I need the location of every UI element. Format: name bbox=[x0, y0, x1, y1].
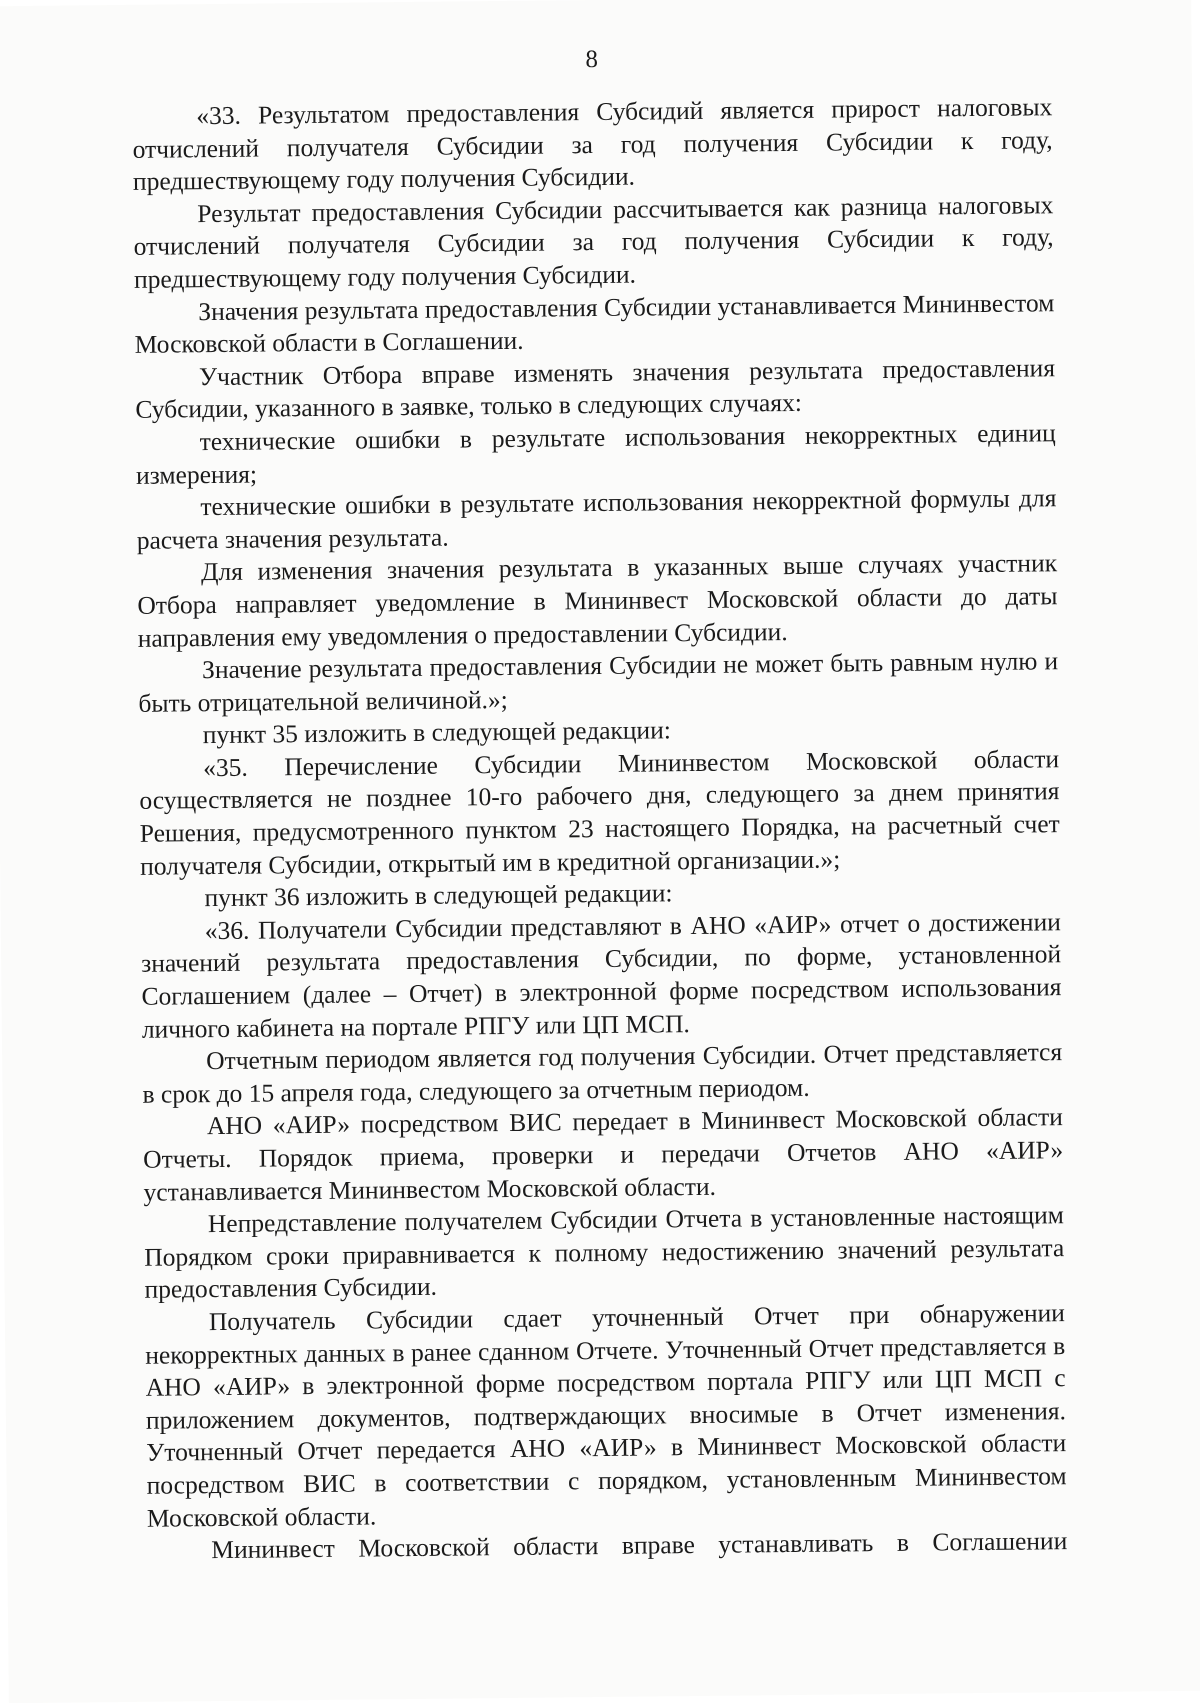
paragraph-reporting-period: Отчетным периодом является год получения Субсидии. Отчет представляется в срок до 15 апреля года, следующего за отчетным периодом. bbox=[142, 1037, 1063, 1109]
paragraph-result-not-zero: Значение результата предоставления Субсидии не может быть равным нулю и быть отрицательной величиной.»; bbox=[138, 646, 1059, 718]
paragraph-corrected-report: Получатель Субсидии сдает уточненный Отчет при обнаружении некорректных данных в ранее сданном Отчете. Уточненный Отчет представляется в АНО «АИР» в электронной форме посредством портала РПГУ или ЦП МСП с приложением документов, подтверждающих вносимые в Отчет изменения. Уточненный Отчет передается АНО «АИР» в Мининвест Московской области посредством ВИС в соответствии с порядком, установленным Мининвестом Московской области. bbox=[145, 1298, 1067, 1533]
paragraph-result-calculation: Результат предоставления Субсидии рассчитывается как разница налоговых отчислений получателя Субсидии за год получения Субсидии к году, предшествующему году получения Субсидии. bbox=[133, 190, 1054, 294]
paragraph-item-35-intro: пункт 35 изложить в следующей редакции: bbox=[202, 715, 671, 750]
paragraph-33: «33. Результатом предоставления Субсидий является прирост налоговых отчислений получателя Субсидии за год получения Субсидии к году, предшествующему году получения Субсидии. bbox=[132, 92, 1053, 197]
document-body bbox=[132, 91, 1067, 1567]
page-number: 8 bbox=[585, 45, 599, 74]
paragraph-non-submission: Непредставление получателем Субсидии Отчета в установленные настоящим Порядком сроки приравнивается к полному недостижению значений результата предоставления Субсидии. bbox=[144, 1200, 1065, 1305]
paragraph-35: «35. Перечисление Субсидии Мининвестом Московской области осуществляется не позднее 10-го рабочего дня, следующего за днем принятия Решения, предусмотренного пунктом 23 настоящего Порядка, на расчетный счет получателя Субсидии, открытый им в кредитной организации.»; bbox=[139, 744, 1060, 881]
paragraph-participant-rights: Участник Отбора вправе изменять значения результата предоставления Субсидии, указанного в заявке, только в следующих случаях: bbox=[135, 352, 1056, 425]
paragraph-change-notice: Для изменения значения результата в указанных выше случаях участник Отбора направляет уведомление в Мининвест Московской области до даты направления ему уведомления о предоставлении Субсидии. bbox=[137, 548, 1058, 653]
paragraph-item-36-intro: пункт 36 изложить в следующей редакции: bbox=[204, 878, 673, 913]
paragraph-result-values: Значения результата предоставления Субсидии устанавливается Мининвестом Московской области в Соглашении. bbox=[134, 287, 1055, 360]
paragraph-36: «36. Получатели Субсидии представляют в АНО «АИР» отчет о достижении значений результата предоставления Субсидии, по форме, установленной Соглашением (далее – Отчет) в электронной форме посредством использования личного кабинета на портале РПГУ или ЦП МСП. bbox=[141, 907, 1062, 1044]
paragraph-mininvest-rights: Мининвест Московской области вправе устанавливать в Соглашении bbox=[211, 1526, 1068, 1565]
paragraph-units-error: технические ошибки в результате использования некорректных единиц измерения; bbox=[135, 418, 1056, 490]
paragraph-ano-air-transfer: АНО «АИР» посредством ВИС передает в Мининвест Московской области Отчеты. Порядок приема, проверки и передачи Отчетов АНО «АИР» устанавливается Мининвестом Московской области. bbox=[143, 1102, 1064, 1207]
paragraph-formula-error: технические ошибки в результате использования некорректной формулы для расчета значения результата. bbox=[136, 483, 1057, 555]
